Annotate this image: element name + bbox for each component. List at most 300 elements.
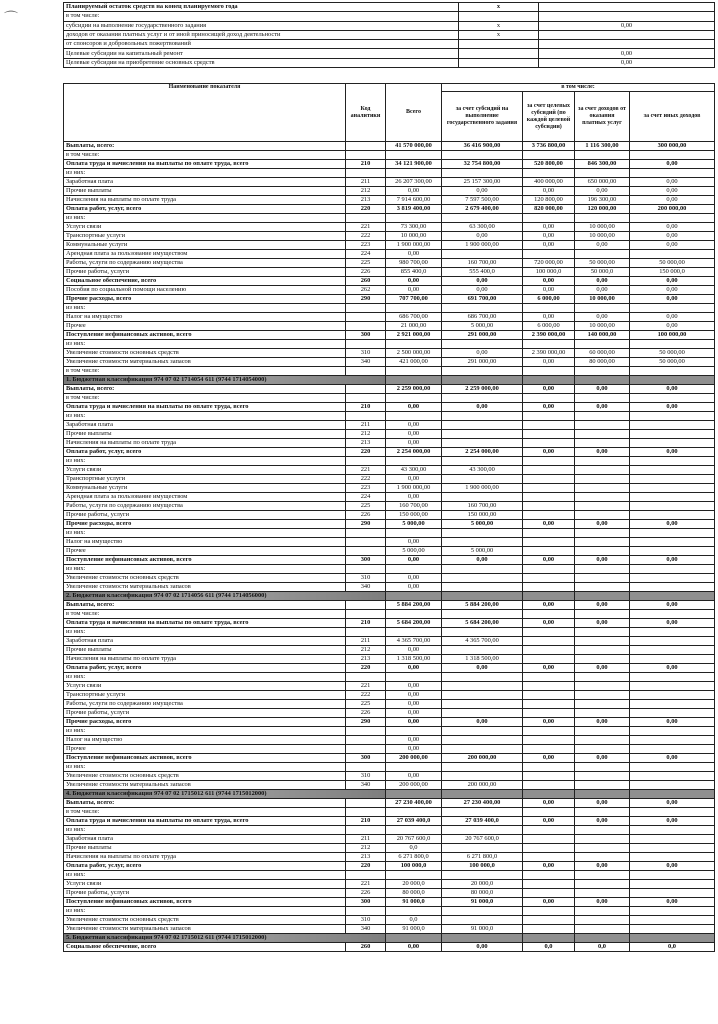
value-total: 6 271 800,0 — [386, 853, 442, 862]
value-paid-services — [575, 592, 630, 601]
table-row — [64, 799, 715, 808]
value-other-income — [630, 412, 715, 421]
value-subsidy-task: 1 900 000,00 — [442, 484, 523, 493]
value-other-income: 100 000,00 — [630, 331, 715, 340]
row-label: доходов от оказания платных услуг и от иной приносящей доход деятельности — [64, 30, 459, 39]
value-subsidy-task — [442, 169, 523, 178]
value-total: 4 365 700,00 — [386, 637, 442, 646]
value-paid-services — [575, 421, 630, 430]
value-subsidy-task — [442, 250, 523, 259]
table-row — [64, 385, 715, 394]
table-row — [64, 277, 715, 286]
value-total — [386, 826, 442, 835]
row-label: в том числе: — [64, 610, 346, 619]
value-paid-services: 0,00 — [575, 754, 630, 763]
row-code: 310 — [346, 349, 386, 358]
value-total — [386, 214, 442, 223]
value-target-subsidy — [523, 394, 575, 403]
value-total: 0,00 — [386, 583, 442, 592]
value-target-subsidy: 0,00 — [523, 232, 575, 241]
value-total: 1 318 500,00 — [386, 655, 442, 664]
value-subsidy-task — [442, 727, 523, 736]
row-label: из них: — [64, 763, 346, 772]
table-row — [64, 610, 715, 619]
value-target-subsidy — [523, 700, 575, 709]
value-subsidy-task: 0,00 — [442, 403, 523, 412]
value-other-income — [630, 682, 715, 691]
value-total — [386, 394, 442, 403]
row-label: Целевые субсидии на приобретение основных средств — [64, 58, 459, 67]
table-row — [64, 916, 715, 925]
row-label: 2. Бюджетная классификация 974 07 02 1714056 611 (9744 1714056000) — [64, 592, 386, 601]
value-total: 2 500 000,00 — [386, 349, 442, 358]
row-label: Прочие работы, услуги — [64, 709, 346, 718]
budget-classification-row — [64, 934, 715, 943]
value-other-income — [630, 790, 715, 799]
value-total: 34 121 900,00 — [386, 160, 442, 169]
row-code: 213 — [346, 439, 386, 448]
value-other-income: 0,00 — [630, 385, 715, 394]
row-code: 210 — [346, 817, 386, 826]
value-other-income: 0,00 — [630, 223, 715, 232]
value-other-income — [630, 439, 715, 448]
value-subsidy-task — [442, 214, 523, 223]
value-subsidy-task — [442, 826, 523, 835]
value-target-subsidy — [523, 511, 575, 520]
row-label: Прочее — [64, 745, 346, 754]
row-label: Социальное обеспечение, всего — [64, 277, 346, 286]
value-target-subsidy: 0,00 — [523, 277, 575, 286]
value-total: 200 000,00 — [386, 781, 442, 790]
value-paid-services — [575, 169, 630, 178]
row-value: 0,00 — [539, 21, 715, 30]
row-code — [346, 745, 386, 754]
table-row — [64, 331, 715, 340]
row-code — [346, 727, 386, 736]
value-subsidy-task: 5 000,00 — [442, 322, 523, 331]
value-paid-services: 650 000,00 — [575, 178, 630, 187]
row-code: 226 — [346, 511, 386, 520]
row-label: Транспортные услуги — [64, 691, 346, 700]
table-row — [64, 439, 715, 448]
value-other-income — [630, 637, 715, 646]
table-row — [64, 817, 715, 826]
value-target-subsidy — [523, 853, 575, 862]
value-other-income: 0,00 — [630, 187, 715, 196]
value-target-subsidy — [523, 916, 575, 925]
value-target-subsidy: 0,00 — [523, 556, 575, 565]
value-total: 2 254 000,00 — [386, 448, 442, 457]
table-row — [64, 745, 715, 754]
value-target-subsidy — [523, 763, 575, 772]
value-subsidy-task: 80 000,0 — [442, 889, 523, 898]
value-target-subsidy — [523, 565, 575, 574]
value-subsidy-task — [442, 916, 523, 925]
value-paid-services — [575, 214, 630, 223]
row-label: Оплата труда и начисления на выплаты по оплате труда, всего — [64, 160, 346, 169]
value-other-income — [630, 916, 715, 925]
value-paid-services: 0,00 — [575, 718, 630, 727]
value-other-income — [630, 457, 715, 466]
value-subsidy-task: 5 000,00 — [442, 547, 523, 556]
value-total: 21 000,00 — [386, 322, 442, 331]
value-other-income — [630, 493, 715, 502]
row-code: 260 — [346, 943, 386, 952]
value-other-income — [630, 250, 715, 259]
value-paid-services — [575, 340, 630, 349]
value-paid-services: 10 000,00 — [575, 232, 630, 241]
value-total — [386, 151, 442, 160]
row-code: 300 — [346, 331, 386, 340]
row-label: Пособия по социальной помощи населению — [64, 286, 346, 295]
value-target-subsidy — [523, 250, 575, 259]
value-subsidy-task — [442, 610, 523, 619]
value-target-subsidy — [523, 925, 575, 934]
value-total: 2 921 000,00 — [386, 331, 442, 340]
row-code: 222 — [346, 232, 386, 241]
table-row — [64, 142, 715, 151]
value-subsidy-task: 0,00 — [442, 187, 523, 196]
row-code: 221 — [346, 880, 386, 889]
row-label: Прочие расходы, всего — [64, 520, 346, 529]
row-mark: х — [459, 21, 539, 30]
row-label: Транспортные услуги — [64, 475, 346, 484]
value-other-income — [630, 169, 715, 178]
value-paid-services: 0,00 — [575, 619, 630, 628]
value-target-subsidy — [523, 430, 575, 439]
value-total: 0,00 — [386, 772, 442, 781]
row-label: из них: — [64, 529, 346, 538]
table-row — [64, 601, 715, 610]
value-paid-services — [575, 781, 630, 790]
value-paid-services — [575, 466, 630, 475]
table-row — [64, 529, 715, 538]
value-target-subsidy: 720 000,00 — [523, 259, 575, 268]
table-row — [64, 835, 715, 844]
value-subsidy-task: 20 000,0 — [442, 880, 523, 889]
value-target-subsidy — [523, 628, 575, 637]
value-paid-services: 846 300,00 — [575, 160, 630, 169]
value-other-income — [630, 628, 715, 637]
expenses-table — [63, 83, 715, 952]
row-mark: х — [459, 3, 539, 12]
value-subsidy-task: 555 400,0 — [442, 268, 523, 277]
value-other-income — [630, 484, 715, 493]
value-paid-services: 0,00 — [575, 520, 630, 529]
value-subsidy-task: 43 300,00 — [442, 466, 523, 475]
row-label: Увеличение стоимости материальных запасов — [64, 583, 346, 592]
table-row — [64, 250, 715, 259]
table-row — [64, 628, 715, 637]
table-row — [64, 853, 715, 862]
row-label: Оплата работ, услуг, всего — [64, 448, 346, 457]
value-other-income: 0,00 — [630, 601, 715, 610]
value-paid-services — [575, 808, 630, 817]
row-code: 220 — [346, 664, 386, 673]
table-row — [64, 700, 715, 709]
value-total — [386, 790, 442, 799]
row-label: Увеличение стоимости материальных запасов — [64, 925, 346, 934]
value-paid-services — [575, 880, 630, 889]
planned-balance-table — [63, 2, 715, 68]
value-paid-services — [575, 502, 630, 511]
value-target-subsidy: 120 800,00 — [523, 196, 575, 205]
table-row — [64, 943, 715, 952]
value-paid-services: 1 116 300,00 — [575, 142, 630, 151]
row-label: Прочие расходы, всего — [64, 718, 346, 727]
value-other-income: 0,00 — [630, 664, 715, 673]
value-subsidy-task: 160 700,00 — [442, 502, 523, 511]
value-target-subsidy — [523, 673, 575, 682]
value-total: 20 000,0 — [386, 880, 442, 889]
value-subsidy-task: 91 000,0 — [442, 925, 523, 934]
table-row — [64, 889, 715, 898]
value-subsidy-task — [442, 367, 523, 376]
row-code — [346, 457, 386, 466]
value-subsidy-task — [442, 439, 523, 448]
value-subsidy-task: 27 230 400,00 — [442, 799, 523, 808]
value-total: 0,0 — [386, 916, 442, 925]
value-other-income: 0,00 — [630, 313, 715, 322]
value-other-income — [630, 502, 715, 511]
row-label: Налог на имущество — [64, 538, 346, 547]
row-code: 226 — [346, 889, 386, 898]
value-paid-services — [575, 790, 630, 799]
value-total: 686 700,00 — [386, 313, 442, 322]
row-code — [346, 538, 386, 547]
value-total — [386, 529, 442, 538]
value-total: 20 767 600,0 — [386, 835, 442, 844]
row-label: из них: — [64, 412, 346, 421]
row-code — [346, 322, 386, 331]
row-code — [346, 736, 386, 745]
value-target-subsidy: 6 000,00 — [523, 295, 575, 304]
value-target-subsidy — [523, 772, 575, 781]
row-code: 212 — [346, 646, 386, 655]
value-subsidy-task — [442, 709, 523, 718]
value-total: 0,00 — [386, 682, 442, 691]
row-code: 220 — [346, 862, 386, 871]
budget-classification-row — [64, 376, 715, 385]
row-code: 221 — [346, 682, 386, 691]
value-total: 41 570 000,00 — [386, 142, 442, 151]
table-row — [64, 781, 715, 790]
row-code — [346, 808, 386, 817]
value-other-income: 0,00 — [630, 178, 715, 187]
value-target-subsidy: 0,00 — [523, 223, 575, 232]
value-subsidy-task: 63 300,00 — [442, 223, 523, 232]
value-other-income — [630, 394, 715, 403]
table-row — [64, 898, 715, 907]
value-paid-services — [575, 538, 630, 547]
value-target-subsidy: 0,00 — [523, 862, 575, 871]
value-target-subsidy: 0,00 — [523, 898, 575, 907]
row-code: 225 — [346, 502, 386, 511]
value-subsidy-task — [442, 565, 523, 574]
row-code — [346, 601, 386, 610]
value-target-subsidy — [523, 574, 575, 583]
row-label: Налог на имущество — [64, 736, 346, 745]
value-subsidy-task — [442, 646, 523, 655]
value-paid-services — [575, 673, 630, 682]
value-total: 0,00 — [386, 403, 442, 412]
row-label: Оплата работ, услуг, всего — [64, 664, 346, 673]
value-other-income — [630, 772, 715, 781]
value-other-income: 150 000,0 — [630, 268, 715, 277]
value-target-subsidy — [523, 709, 575, 718]
row-label: в том числе: — [64, 367, 346, 376]
value-other-income — [630, 511, 715, 520]
table-row — [64, 178, 715, 187]
value-paid-services: 0,00 — [575, 403, 630, 412]
value-target-subsidy — [523, 340, 575, 349]
value-target-subsidy: 0,00 — [523, 664, 575, 673]
value-subsidy-task — [442, 736, 523, 745]
col-header-total: Всего — [386, 84, 442, 142]
value-total — [386, 934, 442, 943]
table-row — [64, 907, 715, 916]
row-code — [346, 799, 386, 808]
budget-classification-row — [64, 790, 715, 799]
row-code — [346, 142, 386, 151]
value-paid-services: 120 000,00 — [575, 205, 630, 214]
row-code: 300 — [346, 898, 386, 907]
value-total: 26 207 300,00 — [386, 178, 442, 187]
value-total: 0,00 — [386, 646, 442, 655]
row-code — [346, 151, 386, 160]
value-total: 2 259 000,00 — [386, 385, 442, 394]
row-code: 340 — [346, 925, 386, 934]
row-label: Налог на имущество — [64, 313, 346, 322]
row-code: 213 — [346, 196, 386, 205]
value-target-subsidy — [523, 691, 575, 700]
row-label: Планируемый остаток средств на конец планируемого года — [64, 3, 459, 12]
col-header-paid-services: за счет доходов от оказания платных услуг — [575, 92, 630, 142]
row-value: 0,00 — [539, 49, 715, 58]
value-total: 0,00 — [386, 718, 442, 727]
value-other-income — [630, 889, 715, 898]
value-subsidy-task: 36 416 900,00 — [442, 142, 523, 151]
planned-balance-body — [64, 3, 715, 68]
value-other-income: 0,00 — [630, 196, 715, 205]
value-total: 73 300,00 — [386, 223, 442, 232]
row-label: Выплаты, всего: — [64, 142, 346, 151]
value-other-income: 0,00 — [630, 520, 715, 529]
value-other-income: 0,00 — [630, 322, 715, 331]
table-row — [64, 241, 715, 250]
value-total: 5 000,00 — [386, 520, 442, 529]
row-label: из них: — [64, 673, 346, 682]
row-label: Оплата работ, услуг, всего — [64, 205, 346, 214]
value-target-subsidy — [523, 934, 575, 943]
row-code: 340 — [346, 583, 386, 592]
table-row — [64, 187, 715, 196]
value-target-subsidy — [523, 781, 575, 790]
value-other-income: 50 000,00 — [630, 358, 715, 367]
value-other-income — [630, 304, 715, 313]
table-row — [64, 547, 715, 556]
value-total: 0,00 — [386, 664, 442, 673]
table-row — [64, 727, 715, 736]
value-paid-services: 0,00 — [575, 817, 630, 826]
value-subsidy-task — [442, 772, 523, 781]
row-code: 211 — [346, 637, 386, 646]
value-subsidy-task: 6 271 800,0 — [442, 853, 523, 862]
row-code: 211 — [346, 178, 386, 187]
table-row — [64, 655, 715, 664]
value-total: 7 914 600,00 — [386, 196, 442, 205]
value-subsidy-task: 0,00 — [442, 349, 523, 358]
value-total: 0,00 — [386, 250, 442, 259]
row-label: Выплаты, всего: — [64, 601, 346, 610]
value-target-subsidy — [523, 826, 575, 835]
row-code: 224 — [346, 250, 386, 259]
value-other-income: 0,00 — [630, 232, 715, 241]
row-value — [539, 30, 715, 39]
value-total — [386, 673, 442, 682]
value-total: 5 684 200,00 — [386, 619, 442, 628]
value-subsidy-task — [442, 592, 523, 601]
value-total: 0,00 — [386, 556, 442, 565]
row-label: Коммунальные услуги — [64, 484, 346, 493]
value-paid-services — [575, 304, 630, 313]
row-label: Увеличение стоимости материальных запасов — [64, 358, 346, 367]
value-target-subsidy — [523, 610, 575, 619]
value-paid-services: 0,0 — [575, 943, 630, 952]
value-subsidy-task: 25 157 300,00 — [442, 178, 523, 187]
value-subsidy-task: 200 000,00 — [442, 781, 523, 790]
value-subsidy-task: 691 700,00 — [442, 295, 523, 304]
value-total: 150 000,00 — [386, 511, 442, 520]
value-subsidy-task: 291 000,00 — [442, 358, 523, 367]
value-target-subsidy: 2 390 000,00 — [523, 331, 575, 340]
value-other-income — [630, 466, 715, 475]
value-target-subsidy — [523, 466, 575, 475]
row-label: из них: — [64, 628, 346, 637]
value-target-subsidy — [523, 457, 575, 466]
table-row — [64, 412, 715, 421]
value-paid-services — [575, 889, 630, 898]
value-paid-services — [575, 772, 630, 781]
table-row — [64, 673, 715, 682]
value-paid-services — [575, 610, 630, 619]
table-row — [64, 448, 715, 457]
value-subsidy-task — [442, 421, 523, 430]
value-paid-services — [575, 736, 630, 745]
row-label: Оплата труда и начисления на выплаты по оплате труда, всего — [64, 817, 346, 826]
value-other-income — [630, 574, 715, 583]
value-other-income — [630, 745, 715, 754]
value-target-subsidy — [523, 790, 575, 799]
value-paid-services: 0,00 — [575, 799, 630, 808]
value-other-income: 200 000,00 — [630, 205, 715, 214]
row-label: в том числе: — [64, 151, 346, 160]
row-code: 223 — [346, 241, 386, 250]
value-subsidy-task: 5 884 200,00 — [442, 601, 523, 610]
value-other-income: 0,00 — [630, 277, 715, 286]
value-total — [386, 763, 442, 772]
row-code — [346, 610, 386, 619]
row-code — [346, 394, 386, 403]
table-row — [64, 556, 715, 565]
value-target-subsidy — [523, 880, 575, 889]
table-row — [64, 862, 715, 871]
value-paid-services — [575, 529, 630, 538]
table-row — [64, 925, 715, 934]
row-label: из них: — [64, 169, 346, 178]
value-total: 0,00 — [386, 709, 442, 718]
table-row — [64, 709, 715, 718]
